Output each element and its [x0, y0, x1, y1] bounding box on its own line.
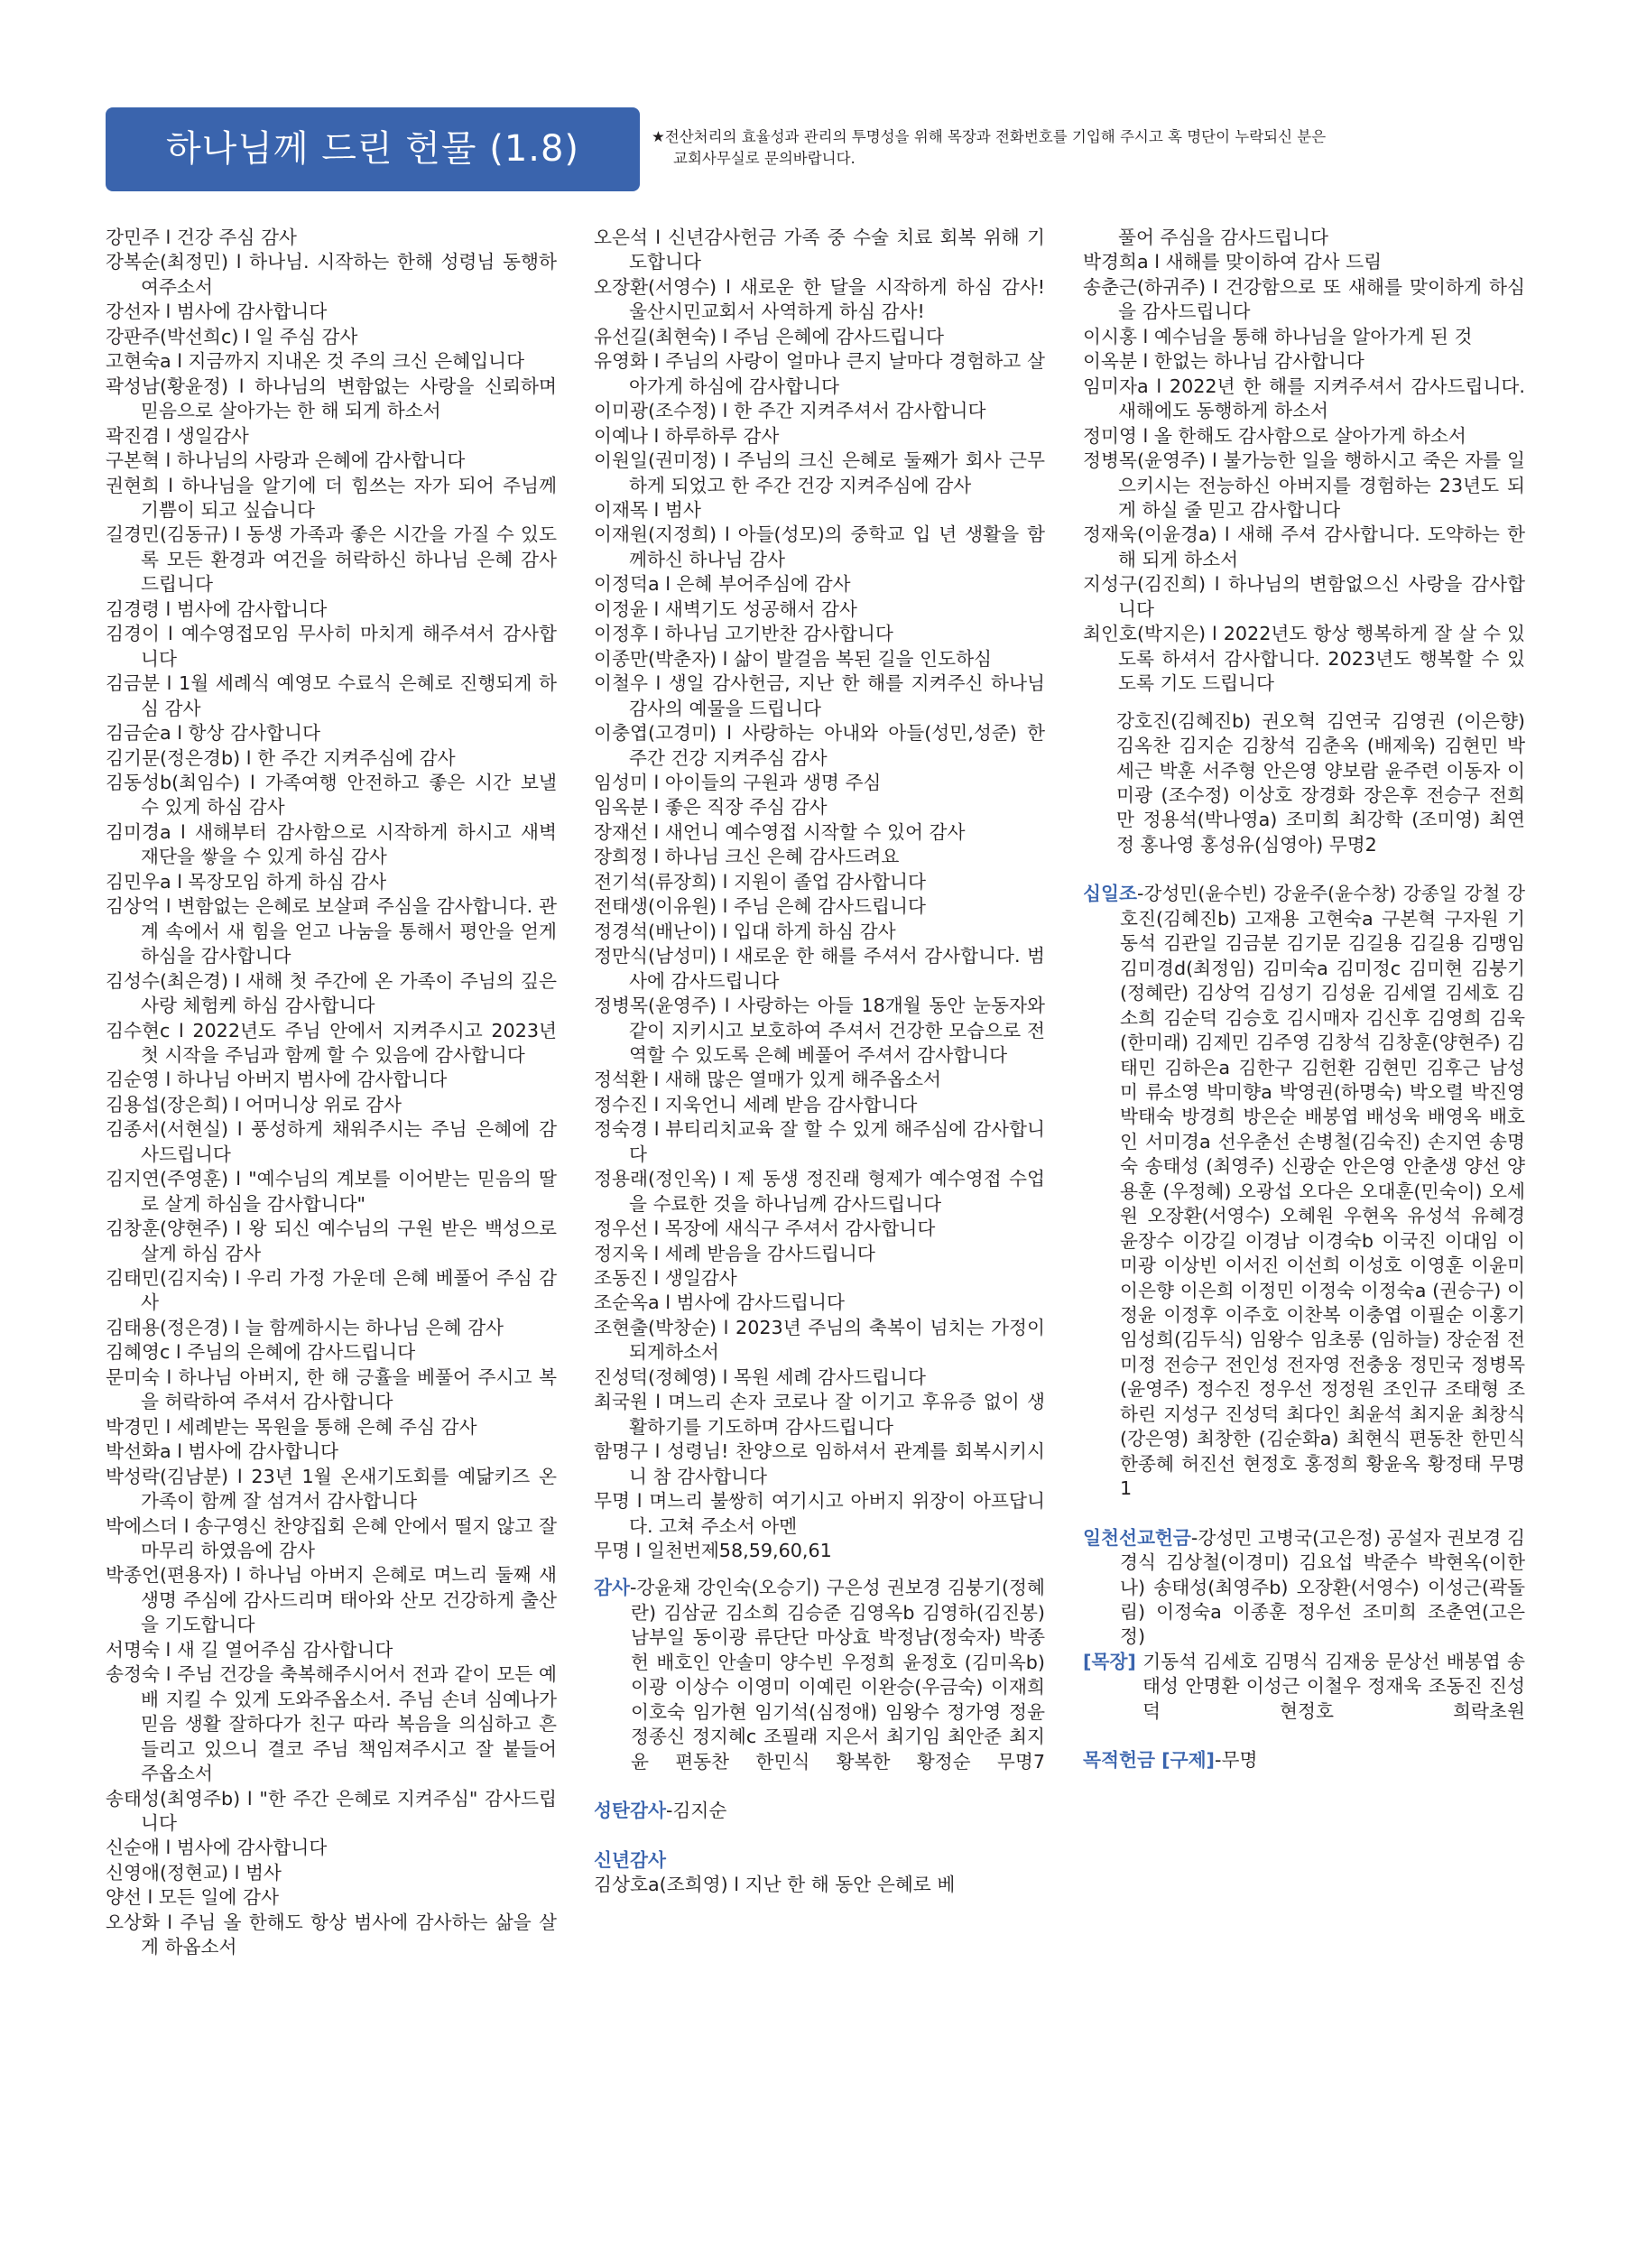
pastors-label: [목장]: [1083, 1650, 1136, 1672]
offering-entry: 이정윤 l 새벽기도 성공해서 감사: [594, 597, 857, 620]
newyear-heading: 신년감사: [594, 1848, 666, 1871]
offering-entry: 양선 l 모든 일에 감사: [106, 1886, 279, 1909]
offering-entry: 진성덕(정혜영) l 목원 세례 감사드립니다: [594, 1365, 926, 1388]
offering-entry: 정지욱 l 세례 받음을 감사드립니다: [594, 1242, 875, 1264]
mission-names: -강성민 고병국(고은정) 공설자 권보경 김경식 김상철(이경미) 김요섭 박준수 박현옥(이한나) 송태성(최영주b) 오장환(서영수) 이성근(곽돌림) 이정숙a 이종훈 정우선 조미희 조춘연(고은정): [1120, 1526, 1525, 1648]
pastors-section: [1083, 1650, 1525, 1724]
offering-entry: 임미자a l 2022년 한 해를 지켜주셔서 감사드립니다. 새해에도 동행하게 하소서: [1083, 375, 1525, 422]
mission-label: 일천선교헌금: [1083, 1526, 1191, 1549]
offering-entry: 오상화 l 주님 올 한해도 항상 범사에 감사하는 삶을 살게 하옵소서: [106, 1911, 557, 1958]
offering-entry: 이종만(박춘자) l 삶이 발걸음 복된 길을 인도하심: [594, 647, 993, 670]
purpose-label: 목적헌금 [구제]: [1083, 1749, 1216, 1772]
offering-entry: 이재원(지정희) l 아들(성모)의 중학교 입 년 생활을 함께하신 하나님 감사: [594, 523, 1045, 570]
offering-entry: 송태성(최영주b) l "한 주간 은혜로 지켜주심" 감사드립니다: [106, 1787, 557, 1834]
offering-entry: 박종언(편용자) l 하나님 아버지 은혜로 며느리 둘째 새 생명 주심에 감사드리며 태아와 산모 건강하게 출산을 기도합니다: [106, 1564, 557, 1636]
offering-entry: 최국원 l 며느리 손자 코로나 잘 이기고 후유증 없이 생활하기를 기도하며 감사드립니다: [594, 1391, 1045, 1438]
column-3-entries: [1083, 226, 1525, 697]
christmas-label: 성탄감사: [594, 1800, 666, 1822]
purpose-section: [1083, 1748, 1525, 1773]
offering-entry: 전기석(류장희) l 지원이 졸업 감사합니다: [594, 870, 926, 893]
offering-entry: 김지연(주영훈) l "예수님의 계보를 이어받는 믿음의 딸로 살게 하심을 감사합니다": [106, 1168, 557, 1215]
offering-entry: 이시홍 l 예수님을 통해 하나님을 알아가게 된 것: [1083, 325, 1473, 347]
offering-entry: 김성수(최은경) l 새해 첫 주간에 온 가족이 주님의 깊은 사랑 체험케 하심 감사합니다: [106, 969, 557, 1017]
christmas-section: [594, 1799, 1045, 1823]
header-notice: [652, 126, 1554, 170]
offering-entry: 이정덕a l 은혜 부어주심에 감사: [594, 573, 851, 596]
offering-entry: 신영애(정현교) l 범사: [106, 1861, 282, 1884]
offering-entry: 함명구 l 성령님! 찬양으로 임하셔서 관계를 회복시키시니 참 감사합니다: [594, 1440, 1045, 1487]
offering-entry: 조현출(박창순) l 2023년 주님의 축복이 넘치는 가정이 되게하소서: [594, 1316, 1045, 1364]
offering-entry: 장재선 l 새언니 예수영접 시작할 수 있어 감사: [594, 820, 966, 843]
offering-entry: 정우선 l 목장에 새식구 주셔서 감사합니다: [594, 1217, 936, 1240]
offering-column-2: [594, 226, 1045, 1897]
offering-entry: 임성미 l 아이들의 구원과 생명 주심: [594, 771, 882, 793]
offering-entry: 김수현c l 2022년도 주님 안에서 지켜주시고 2023년 첫 시작을 주님과 함께 할 수 있음에 감사합니다: [106, 1019, 557, 1066]
offering-column-1: [106, 226, 557, 1960]
offering-entry: 정숙경 l 뷰티리치교육 잘 할 수 있게 해주심에 감사합니다: [594, 1118, 1045, 1165]
offering-entry: 정석환 l 새해 많은 열매가 있게 해주옵소서: [594, 1069, 941, 1091]
offering-entry: 이충엽(고경미) l 사랑하는 아내와 아들(성민,성준) 한 주간 건강 지켜주심 감사: [594, 722, 1045, 769]
offering-entry: 박경희a l 새해를 맞이하여 감사 드림: [1083, 251, 1383, 273]
offering-entry: 신순애 l 범사에 감사합니다: [106, 1837, 328, 1859]
mission-section: [1083, 1526, 1525, 1650]
offering-entry: 김금분 l 1월 세례식 예영모 수료식 은혜로 진행되게 하심 감사: [106, 672, 557, 719]
notice-line-1: ★전산처리의 효율성과 관리의 투명성을 위해 목장과 전화번호를 기입해 주시고 혹 명단이 누락되신 분은: [652, 128, 1327, 145]
tithe-label: 십일조: [1083, 883, 1137, 905]
offering-entry: 이미광(조수정) l 한 주간 지켜주셔서 감사합니다: [594, 400, 986, 422]
page-title: 하나님께 드린 헌물 (1.8): [106, 107, 640, 191]
offering-entry: 김미경a l 새해부터 감사함으로 시작하게 하시고 새벽 재단을 쌓을 수 있게 하심 감사: [106, 820, 557, 868]
tithe-names: -강성민(윤수빈) 강윤주(윤수창) 강종일 강철 강호진(김혜진b) 고재용 고현숙a 구본혁 구자원 기동석 김관일 김금분 김기문 김길용 김길용 김맹임 김미경d(최정임) 김미숙a 김미정c 김미현 김붕기(정혜란) 김상억 김성기 김성윤 김세열 김세호 김소희 김순덕 김승호 김시매자 김신후 김영희 김욱(한미래) 김제민 김주영 김창석 김창훈(양현주) 김태민 김하은a 김한구 김헌환 김현민 김후근 남성미 류소영 박미향a 박영권(하명숙) 박오렬 박진영 박태숙 방경희 방은순 배봉엽 배성욱 배영옥 배호인 서미경a 선우춘선 손병철(김숙진) 손지연 송명숙 송태성 (최영주) 신광순 안은영 안춘생 양선 양용훈 (우정혜) 오광섭 오다은 오대훈(민숙이) 오세원 오장환(서영수) 오혜원 우현옥 유성석 유혜경 윤장수 이강길 이경남 이경숙b 이국진 이대임 이미광 이상빈 이서진 이선희 이성호 이영훈 이윤미 이은향 이은희 이정민 이정숙 이정숙a (권승구) 이정윤 이정후 이주호 이찬복 이충엽 이필순 이홍기 임성희(김두식) 임왕수 임초롱 (임하늘) 장순점 전미정 전승구 전인성 전자영 전충웅 정민국 정병목(윤영주) 정수진 정우선 정정원 조인규 조태형 조하린 지성구 진성덕 최다인 최윤석 최지윤 최창식(강은영) 최창한 (김순화a) 최현식 편동찬 한민식 한종혜 허진선 현정호 홍정희 황윤옥 황정태 무명1: [1120, 883, 1525, 1500]
offering-entry: 정병목(윤영주) l 불가능한 일을 행하시고 죽은 자를 일으키시는 전능하신 아버지를 경험하는 23년도 되게 하실 줄 믿고 감사합니다: [1083, 449, 1525, 521]
offering-entry: 강민주 l 건강 주심 감사: [106, 227, 297, 248]
offering-entry: 임옥분 l 좋은 직장 주심 감사: [594, 796, 828, 819]
offering-entry: 김상억 l 변함없는 은혜로 보살펴 주심을 감사합니다. 관계 속에서 새 힘을 얻고 나눔을 통해서 평안을 얻게 하심을 감사합니다: [106, 895, 557, 967]
offering-entry: 정만식(남성미) l 새로운 한 해를 주셔서 감사합니다. 범사에 감사드립니다: [594, 945, 1045, 992]
offering-entry: 고현숙a l 지금까지 지내온 것 주의 크신 은혜입니다: [106, 350, 525, 373]
offering-entry: 권현희 l 하나님을 알기에 더 힘쓰는 자가 되어 주님께 기쁨이 되고 싶습니다: [106, 474, 557, 521]
offering-entry: 무명 l 며느리 불쌍히 여기시고 아버지 위장이 아프답니다. 고쳐 주소서 아멘: [594, 1490, 1045, 1537]
offering-entry: 풀어 주심을 감사드립니다: [1118, 227, 1328, 248]
offering-entry: 이예나 l 하루하루 감사: [594, 424, 780, 447]
offering-entry: 박에스더 l 송구영신 찬양집회 은혜 안에서 떨지 않고 잘 마무리 하였음에 감사: [106, 1514, 557, 1562]
offering-entry: 구본혁 l 하나님의 사랑과 은혜에 감사합니다: [106, 449, 466, 472]
offering-entry: 오은석 l 신년감사헌금 가족 중 수술 치료 회복 위해 기도합니다: [594, 227, 1045, 273]
offering-entry: 김민우a l 목장모임 하게 하심 감사: [106, 870, 387, 893]
offering-entry: 박경민 l 세례받는 목원을 통해 은혜 주심 감사: [106, 1415, 477, 1438]
offering-entry: 강복순(최정민) l 하나님. 시작하는 한해 성령님 동행하여주소서: [106, 251, 557, 298]
offering-entry: 김태민(김지숙) l 우리 가정 가운데 은혜 베풀어 주심 감사: [106, 1267, 557, 1314]
offering-entry: 정병목(윤영주) l 사랑하는 아들 18개월 동안 눈동자와 같이 지키시고 보호하여 주셔서 건강한 모습으로 전역할 수 있도록 은혜 베풀어 주셔서 감사합니다: [594, 995, 1045, 1066]
offering-entry: 이재목 l 범사: [594, 498, 701, 521]
offering-entry: 이철우 l 생일 감사헌금, 지난 한 해를 지켜주신 하나님 감사의 예물을 드립니다: [594, 672, 1045, 719]
column-2-entries: [594, 226, 1045, 1563]
offering-entry: 정수진 l 지욱언니 세례 받음 감사합니다: [594, 1093, 918, 1115]
newyear-names: 강호진(김혜진b) 권오혁 김연국 김영권 (이은향) 김옥찬 김지순 김창석 김춘옥 (배제욱) 김현민 박세근 박훈 서주형 안은영 양보람 윤주련 이동자 이미광 (조수정) 이상호 장경화 장은후 전승구 전희만 정용석(박나영a) 조미희 최강학 (조미영) 최연정 홍나영 홍성유(심영아) 무명2: [1116, 709, 1525, 856]
offering-entry: 박선화a l 범사에 감사합니다: [106, 1440, 338, 1463]
offering-entry: 김종서(서현실) l 풍성하게 채워주시는 주님 은혜에 감사드립니다: [106, 1118, 557, 1165]
offering-entry: 박성락(김남분) l 23년 1월 온새기도회를 예닮키즈 온 가족이 함께 잘 섬겨서 감사합니다: [106, 1465, 557, 1513]
offering-entry: 김태용(정은경) l 늘 함께하시는 하나님 은혜 감사: [106, 1316, 504, 1338]
offering-entry: 조순옥a l 범사에 감사드립니다: [594, 1291, 845, 1314]
offering-entry: 지성구(김진희) l 하나님의 변함없으신 사랑을 감사합니다: [1083, 573, 1525, 620]
offering-entry: 송정숙 l 주님 건강을 축복해주시어서 전과 같이 모든 예배 지킬 수 있게 도와주옵소서. 주님 손녀 심예나가 믿음 생활 잘하다가 친구 따라 복음을 의심하고 흔들리고 있으니 결코 주님 책임져주시고 잘 붙들어 주옵소서: [106, 1663, 557, 1785]
purpose-names: -무명: [1215, 1749, 1258, 1772]
offering-entry: 김동성b(최임수) l 가족여행 안전하고 좋은 시간 보낼 수 있게 하심 감사: [106, 771, 557, 819]
offering-entry: 이옥분 l 한없는 하나님 감사합니다: [1083, 350, 1364, 373]
offering-entry: 송춘근(하귀주) l 건강함으로 또 새해를 맞이하게 하심을 감사드립니다: [1083, 275, 1525, 323]
offering-entry: 곽성남(황윤정) l 하나님의 변함없는 사랑을 신뢰하며 믿음으로 살아가는 한 해 되게 하소서: [106, 375, 557, 422]
offering-entry: 문미숙 l 하나님 아버지, 한 해 긍휼을 베풀어 주시고 복을 허락하여 주셔서 감사합니다: [106, 1365, 557, 1413]
offering-entry: 정미영 l 올 한해도 감사함으로 살아가게 하소서: [1083, 424, 1466, 447]
tithe-section: [1083, 882, 1525, 1501]
offering-entry: 강선자 l 범사에 감사합니다: [106, 301, 328, 323]
offering-entry: 유영화 l 주님의 사랑이 얼마나 큰지 날마다 경험하고 살아가게 하심에 감사합니다: [594, 350, 1045, 397]
thanks-section: [594, 1576, 1045, 1774]
offering-entry: 김기문(정은경b) l 한 주간 지켜주심에 감사: [106, 746, 456, 769]
offering-entry: 정경석(배난이) l 입대 하게 하심 감사: [594, 920, 896, 942]
offering-entry: 오장환(서영수) l 새로운 한 달을 시작하게 하심 감사! 울산시민교회서 사역하게 하심 감사!: [594, 275, 1045, 323]
offering-entry: 이정후 l 하나님 고기반찬 감사합니다: [594, 623, 893, 645]
newyear-entry: 김상호a(조희영) l 지난 한 해 동안 은혜로 베: [594, 1874, 956, 1895]
notice-line-2: 교회사무실로 문의바랍니다.: [673, 150, 856, 167]
offering-entry: 이원일(권미정) l 주님의 크신 은혜로 둘째가 회사 근무하게 되었고 한 주간 건강 지켜주심에 감사: [594, 449, 1045, 496]
offering-entry: 정재욱(이윤경a) l 새해 주셔 감사합니다. 도약하는 한 해 되게 하소서: [1083, 523, 1525, 570]
offering-entry: 무명 l 일천번제58,59,60,61: [594, 1540, 832, 1562]
offering-entry: 강판주(박선희c) l 일 주심 감사: [106, 325, 358, 347]
offering-entry: 유선길(최현숙) l 주님 은혜에 감사드립니다: [594, 325, 944, 347]
offering-entry: 김혜영c l 주님의 은혜에 감사드립니다: [106, 1341, 416, 1364]
offering-entry: 곽진겸 l 생일감사: [106, 424, 249, 447]
thanks-names: -강윤채 강인숙(오승기) 구은성 권보경 김붕기(정혜란) 김삼균 김소희 김승준 김영옥b 김영하(김진봉) 남부일 동이광 류단단 마상효 박정남(정숙자) 박종헌 배호인 안솔미 양수빈 우정희 윤정호 (김미옥b) 이광 이상수 이영미 이예린 이완승(우금숙) 이재희 이호숙 임가현 임기석(심정애) 임왕수 정가영 정윤 정종신 정지혜c 조필래 지은서 최기임 최안준 최지윤 편동찬 한민식 황복한 황정순 무명7: [629, 1577, 1045, 1773]
offering-entry: 조동진 l 생일감사: [594, 1267, 737, 1290]
offering-entry: 김경이 l 예수영접모임 무사히 마치게 해주셔서 감사합니다: [106, 623, 557, 670]
offering-entry: 전태생(이유원) l 주님 은혜 감사드립니다: [594, 895, 926, 918]
offering-entry: 정용래(정인옥) l 제 동생 정진래 형제가 예수영접 수업을 수료한 것을 하나님께 감사드립니다: [594, 1168, 1045, 1215]
offering-entry: 김창훈(양현주) l 왕 되신 예수님의 구원 받은 백성으로 살게 하심 감사: [106, 1217, 557, 1264]
offering-entry: 김순영 l 하나님 아버지 범사에 감사합니다: [106, 1069, 448, 1091]
offering-entry: 서명숙 l 새 길 열어주심 감사합니다: [106, 1638, 393, 1661]
offering-entry: 길경민(김동규) l 동생 가족과 좋은 시간을 가질 수 있도록 모든 환경과 여건을 허락하신 하나님 은혜 감사드립니다: [106, 523, 557, 596]
offering-entry: 김용섭(장은희) l 어머니상 위로 감사: [106, 1093, 402, 1115]
offering-entry: 장희정 l 하나님 크신 은혜 감사드려요: [594, 846, 900, 868]
thanks-label: 감사: [594, 1577, 630, 1599]
offering-column-3: [1083, 226, 1525, 1773]
pastors-names: 기동석 김세호 김명식 김재웅 문상선 배봉엽 송태성 안명환 이성근 이철우 정재욱 조동진 진성덕 현정호 희락초원: [1142, 1650, 1526, 1722]
christmas-names: -김지순: [665, 1800, 727, 1822]
offering-entry: 김금순a l 항상 감사합니다: [106, 722, 320, 745]
offering-entry: 김경령 l 범사에 감사합니다: [106, 597, 328, 620]
offering-entry: 최인호(박지은) l 2022년도 항상 행복하게 잘 살 수 있도록 하셔서 감사합니다. 2023년도 행복할 수 있도록 기도 드립니다: [1083, 623, 1525, 695]
